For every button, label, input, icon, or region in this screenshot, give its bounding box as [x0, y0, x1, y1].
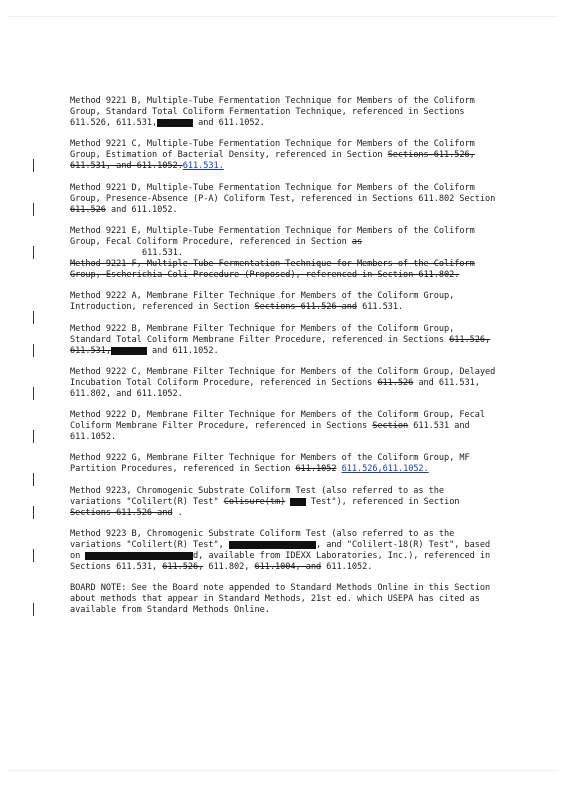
revision-bar — [33, 203, 34, 216]
text-run: 611.531. — [142, 248, 183, 259]
struck-text: as — [351, 236, 363, 247]
struck-text: 611.526, — [162, 562, 204, 573]
text-run: Method 9222 D, Membrane Filter Technique for Members of the Coliform Group, Fecal Coliform Membrane Filter Procedure, referenced in Sections — [70, 410, 486, 432]
method-paragraph — [70, 486, 500, 519]
method-paragraph — [70, 259, 500, 281]
redaction-block: 611.532 — [157, 119, 193, 130]
text-run: and 611.1052. — [105, 204, 178, 215]
method-paragraph — [70, 183, 500, 216]
method-paragraph — [70, 324, 500, 357]
text-run: , and "Colilert-18(R) Test", based on — [70, 539, 491, 561]
document-body — [70, 96, 500, 626]
inserted-text: 611.526,611.1052. — [341, 464, 429, 475]
text-run: d, available from IDEXX Laboratories, Inc.), referenced in Sections 611.531, — [70, 551, 491, 573]
text-run: 611.802, — [203, 562, 255, 573]
text-run: Method 9223, Chromogenic Substrate Coliform Test (also referred to as the variations "Colilert(R) Test" — [70, 485, 445, 507]
text-run: Method 9221 E, Multiple-Tube Fermentation Technique for Members of the Coliform Group, Fecal Coliform Procedure, referenced in Section — [70, 225, 475, 247]
redaction-block: 611.802 — [111, 346, 147, 357]
revision-bar — [33, 344, 34, 357]
revision-bar — [33, 549, 34, 562]
struck-text: Section — [372, 421, 409, 432]
text-run: and 611.1052. — [146, 345, 219, 356]
text-run: 611.1052. — [321, 562, 373, 573]
method-paragraph — [70, 367, 500, 400]
method-paragraph — [70, 529, 500, 573]
revision-bar — [33, 506, 34, 519]
redaction-block: Colisure(tm) Test — [228, 540, 316, 551]
text-run: Test"), referenced in Section — [305, 496, 460, 507]
method-paragraph — [70, 96, 500, 129]
text-run: . — [172, 507, 183, 518]
method-paragraph — [70, 248, 500, 259]
text-run: and 611.1052. — [192, 118, 265, 129]
text-run: BOARD NOTE: See the Board note appended to Standard Methods Online in this Section about methods that appear in Standard Methods, 21st ed. which USEPA has cited as available from Standard Methods Online. — [70, 583, 491, 616]
text-run: Method 9221 D, Multiple-Tube Fermentation Technique for Members of the Coliform Group, Presence-Absence (P-A) Coliform Test, referenced in Sections 611.802 Section — [70, 182, 496, 204]
inserted-text: 611.531. — [182, 161, 224, 172]
revision-bar — [33, 311, 34, 324]
page-bottom-edge — [8, 770, 558, 771]
text-run: Method 9223 B, Chromogenic Substrate Coliform Test (also referred to as the variations "Colilert(R) Test", — [70, 528, 455, 550]
struck-text: Sections 611.526, 611.531, and 611.1052. — [70, 150, 475, 172]
method-paragraph — [70, 291, 500, 313]
method-paragraph — [70, 226, 500, 248]
revision-bar — [33, 603, 34, 616]
struck-text: Method 9221 F, Multiple-Tube Fermentation Technique for Members of the Coliform Group, Escherichia Coli Procedure (Proposed), referenced in Section 611.802. — [70, 259, 475, 281]
text-run: and 611.531, 611.802, and 611.1052. — [70, 377, 480, 399]
redaction-block: and — [290, 497, 306, 508]
text-run: Method 9222 A, Membrane Filter Technique for Members of the Coliform Group, Introduction, referenced in Section — [70, 291, 455, 313]
revision-bar — [33, 387, 34, 400]
text-run: Method 9221 B, Multiple-Tube Fermentation Technique for Members of the Coliform Group, Standard Total Coliform Fermentation Technique, referenced in Sections 611.526, 611.531, — [70, 96, 475, 129]
struck-text: 611.526, 611.531, — [70, 334, 491, 356]
struck-text: 611.1052 — [295, 464, 337, 475]
struck-text: Sections 611.526 and — [254, 302, 357, 313]
page-top-edge — [8, 16, 558, 17]
text-run: Method 9222 B, Membrane Filter Technique for Members of the Coliform Group, Standard Total Coliform Membrane Filter Procedure, referenced in Sections — [70, 323, 455, 345]
method-paragraph — [70, 410, 500, 443]
text-run: 611.531 and 611.1052. — [70, 421, 470, 443]
method-paragraph — [70, 453, 500, 475]
revision-bar — [33, 159, 34, 172]
method-paragraph — [70, 583, 500, 616]
struck-text: Colisure(tm) — [223, 496, 286, 507]
struck-text: 611.526 — [377, 377, 414, 388]
struck-text: 611.1004, and — [254, 562, 322, 573]
struck-text: Sections 611.526 and — [70, 507, 173, 518]
text-run: 611.531. — [356, 302, 404, 313]
text-run: Method 9222 G, Membrane Filter Technique for Members of the Coliform Group, MF Partition Procedures, referenced in Section — [70, 453, 470, 475]
revision-bar — [33, 430, 34, 443]
redaction-block: the Colisure(tm) Test — [85, 552, 193, 562]
struck-text: 611.526 — [70, 204, 106, 215]
text-run: Method 9222 C, Membrane Filter Technique for Members of the Coliform Group, Delayed Incubation Total Coliform Procedure, referenced in Sections — [70, 366, 496, 388]
revision-bar — [33, 473, 34, 486]
text-run: Method 9221 C, Multiple-Tube Fermentation Technique for Members of the Coliform Group, Estimation of Bacterial Density, referenced in Section — [70, 139, 475, 161]
revision-bar — [33, 246, 34, 259]
method-paragraph — [70, 139, 500, 172]
